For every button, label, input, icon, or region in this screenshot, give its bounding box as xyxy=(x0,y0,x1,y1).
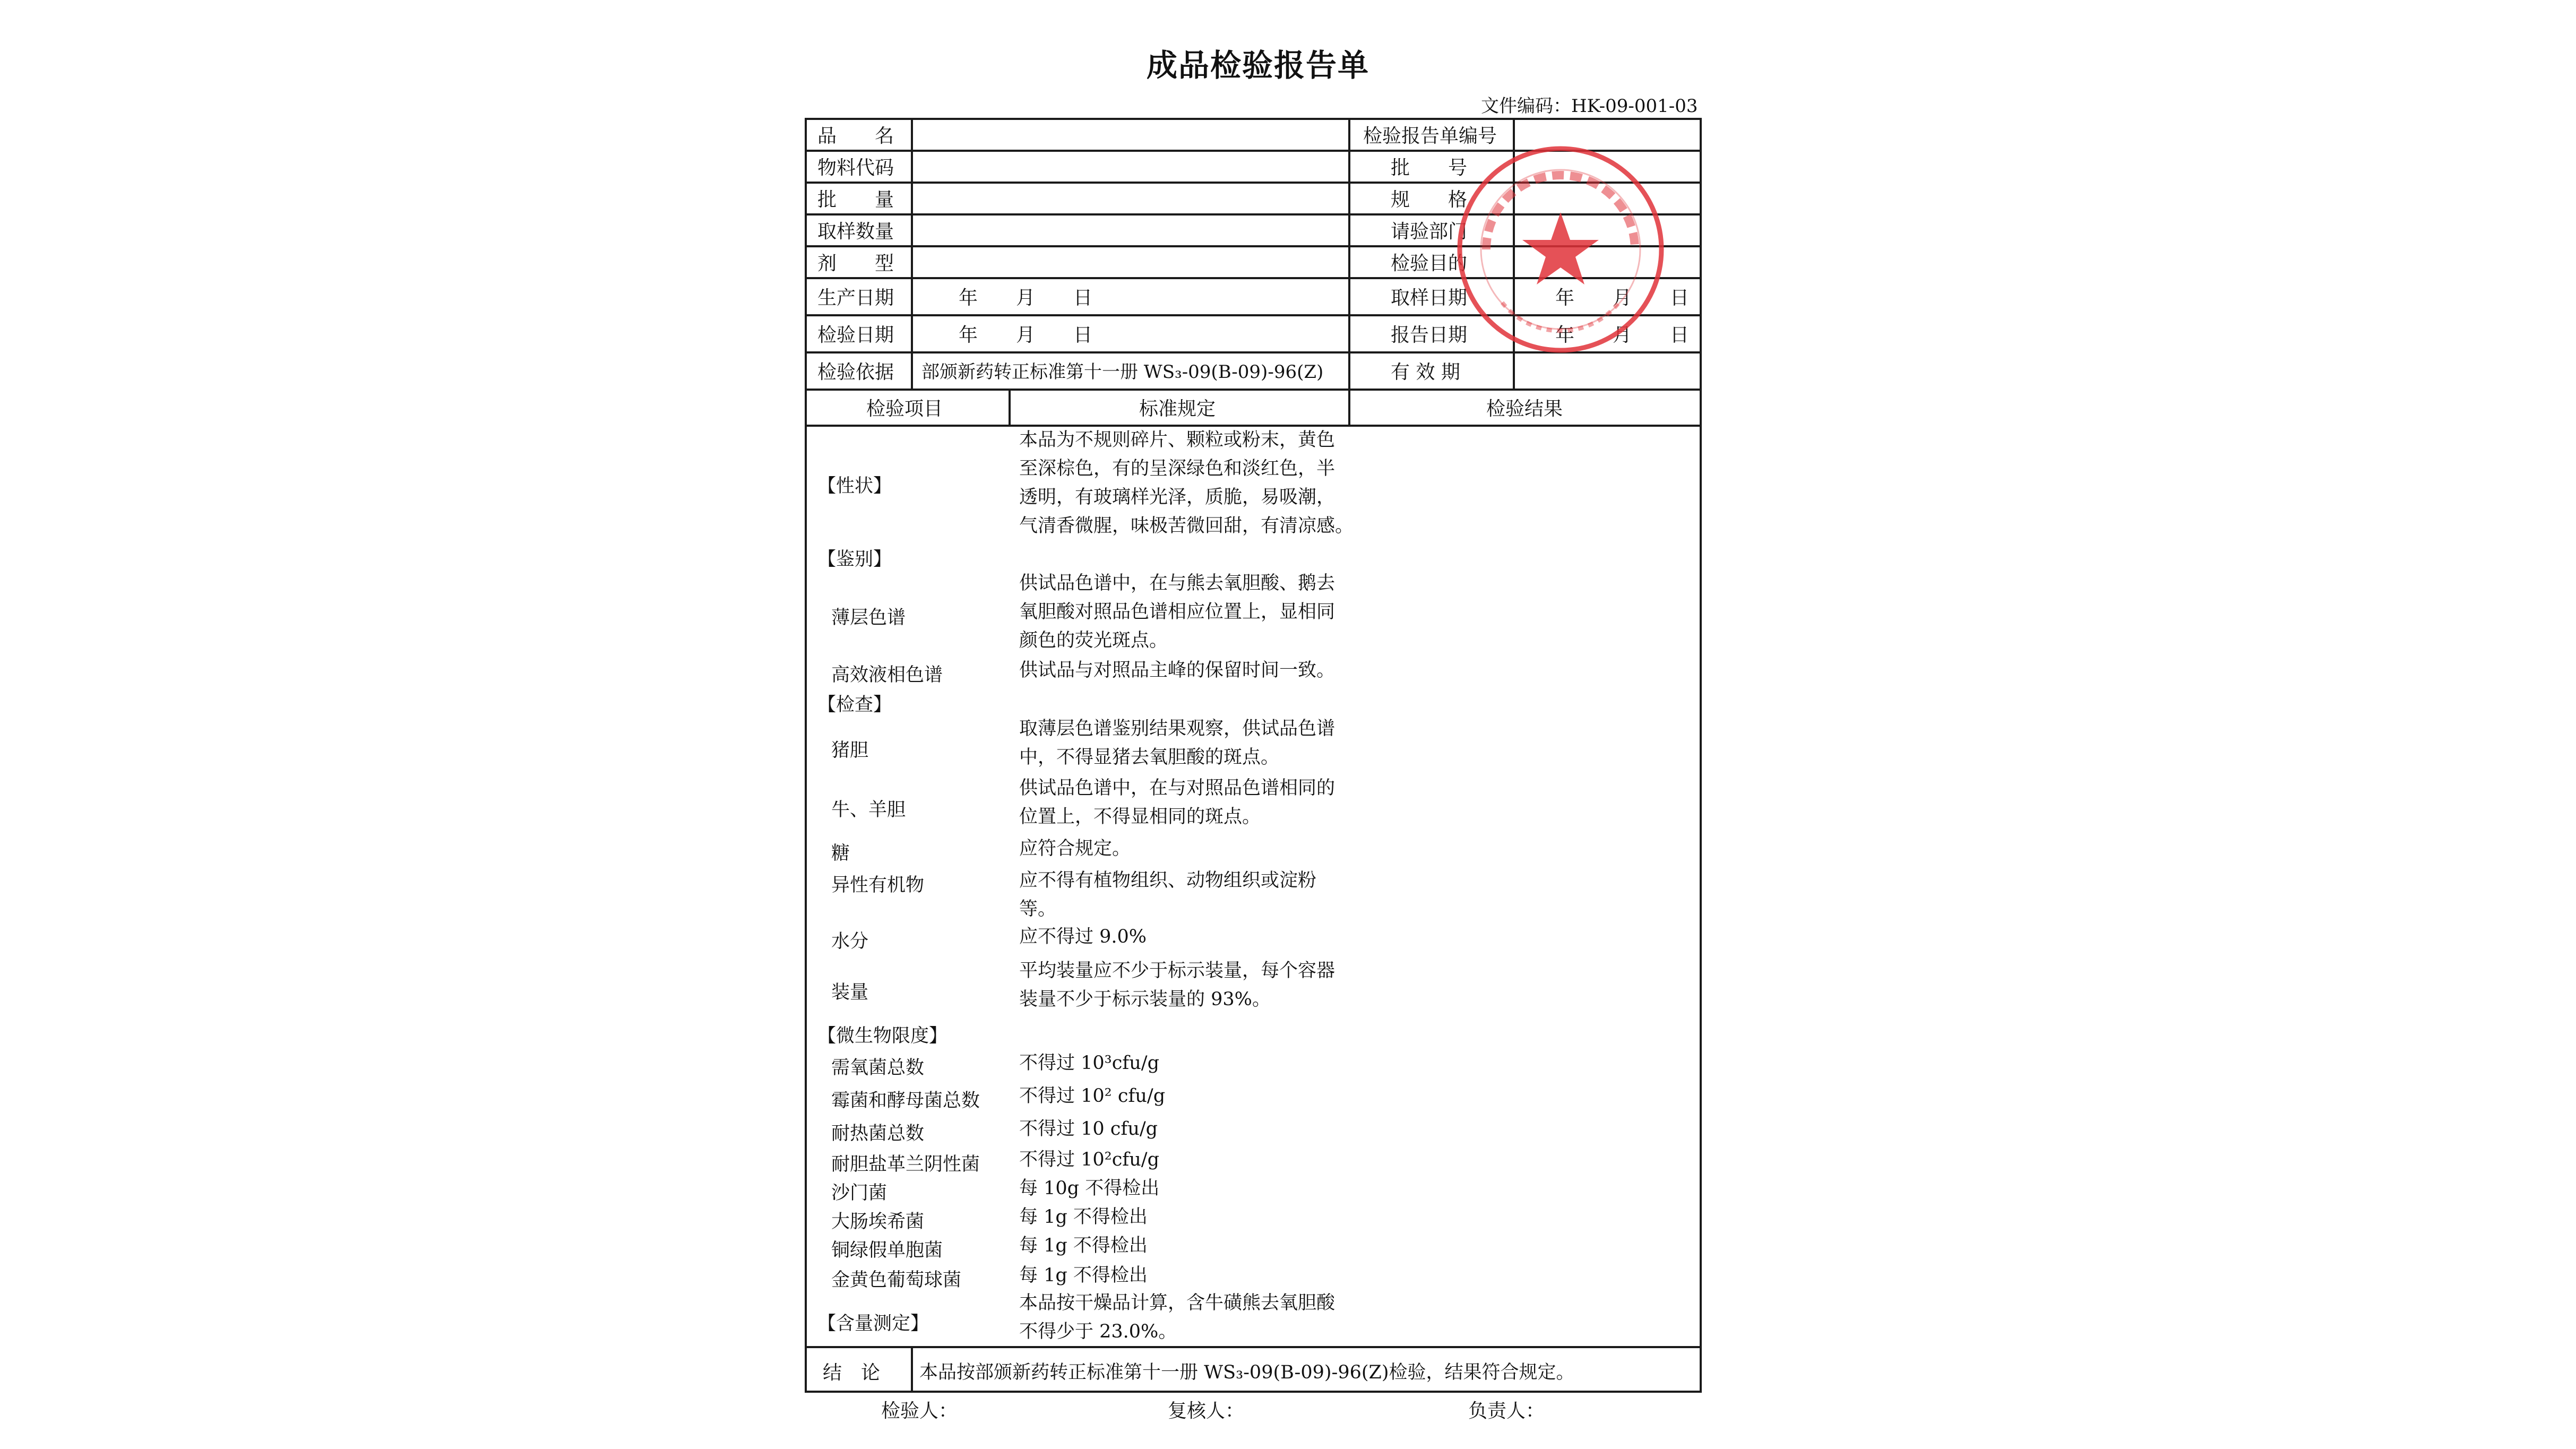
std-xuyang: 不得过 10³cfu/g xyxy=(1019,1053,1159,1074)
std-gaoxiao: 供试品与对照品主峰的保留时间一致。 xyxy=(1019,660,1336,681)
std-line: 透明，有玻璃样光泽，质脆，易吸潮， xyxy=(1019,487,1336,508)
conclusion-text: 本品按部颁新药转正标准第十一册 WS₃-09(B-09)-96(Z)检验，结果符合规定。 xyxy=(919,1362,1575,1383)
item-shamen: 沙门菌 xyxy=(831,1183,888,1204)
row-line xyxy=(805,389,1702,391)
label-sample-qty: 取样数量 xyxy=(817,221,894,243)
label-purpose: 检验目的 xyxy=(1391,253,1468,274)
std-line: 供试品色谱中，在与对照品色谱相同的 xyxy=(1019,778,1336,799)
label-product-name: 品 名 xyxy=(817,125,894,147)
label-dosage-form: 剂 型 xyxy=(817,253,894,274)
std-zhudan xyxy=(1019,714,1335,772)
label-batch-qty: 批 量 xyxy=(817,189,894,211)
col-line xyxy=(911,1346,913,1392)
std-line: 不得少于 23.0%。 xyxy=(1019,1321,1177,1342)
std-line: 应不得有植物组织、动物组织或淀粉 xyxy=(1019,870,1317,891)
item-jiancha: 【检查】 xyxy=(817,694,892,715)
item-gaoxiao: 高效液相色谱 xyxy=(831,665,943,686)
table-bottom-border xyxy=(805,1391,1702,1393)
label-sampling-date: 取样日期 xyxy=(1391,287,1468,309)
report-date-value: 年 月 日 xyxy=(1555,324,1690,346)
responsible-label: 负责人： xyxy=(1468,1400,1545,1422)
col-line xyxy=(911,118,913,389)
item-dachang: 大肠埃希菌 xyxy=(831,1211,925,1232)
label-production-date: 生产日期 xyxy=(817,287,894,309)
item-xuyang: 需氧菌总数 xyxy=(831,1057,925,1079)
item-naire: 耐热菌总数 xyxy=(831,1123,925,1144)
item-naidan: 耐胆盐革兰阴性菌 xyxy=(831,1154,980,1175)
item-zhudan: 猪胆 xyxy=(831,740,869,761)
item-bocengsepu: 薄层色谱 xyxy=(831,607,906,628)
item-weishengwu: 【微生物限度】 xyxy=(817,1025,948,1047)
std-line: 至深棕色，有的呈深绿色和淡红色，半 xyxy=(1019,458,1336,479)
std-line: 本品为不规则碎片、颗粒或粉末，黄色 xyxy=(1019,429,1336,451)
table-right-border xyxy=(1700,118,1702,1393)
std-niuyang xyxy=(1019,774,1335,831)
std-line: 装量不少于标示装量的 93%。 xyxy=(1019,989,1271,1010)
item-jinhuangse: 金黄色葡萄球菌 xyxy=(831,1270,962,1291)
std-xingzhuang xyxy=(1019,426,1354,540)
std-meijun: 不得过 10² cfu/g xyxy=(1019,1085,1166,1107)
label-report-date: 报告日期 xyxy=(1391,324,1468,346)
std-line: 等。 xyxy=(1019,899,1057,920)
conclusion-label: 结 论 xyxy=(823,1362,881,1384)
col-header-item: 检验项目 xyxy=(866,398,943,420)
reviewer-label: 复核人： xyxy=(1168,1400,1245,1422)
col-header-result: 检验结果 xyxy=(1486,398,1563,420)
label-validity: 有 效 期 xyxy=(1391,361,1460,383)
std-naidan: 不得过 10²cfu/g xyxy=(1019,1149,1159,1170)
std-hanliang xyxy=(1019,1289,1335,1346)
std-jinhuangse: 每 1g 不得检出 xyxy=(1019,1265,1148,1286)
std-line: 气清香微腥，味极苦微回甜，有清凉感。 xyxy=(1019,515,1354,537)
std-line: 中，不得显猪去氧胆酸的斑点。 xyxy=(1019,747,1280,768)
std-zhuangliang xyxy=(1019,956,1335,1014)
label-material-code: 物料代码 xyxy=(817,157,894,179)
std-line: 位置上，不得显相同的斑点。 xyxy=(1019,806,1261,827)
item-xingzhuang: 【性状】 xyxy=(817,476,892,497)
item-zhuangliang: 装量 xyxy=(831,982,869,1003)
item-niuyang: 牛、羊胆 xyxy=(831,799,906,821)
table-left-border xyxy=(805,118,807,1393)
std-tonglv: 每 1g 不得检出 xyxy=(1019,1235,1148,1256)
std-shamen: 每 10g 不得检出 xyxy=(1019,1178,1160,1199)
table-top-border xyxy=(805,118,1702,120)
std-line: 本品按干燥品计算，含牛磺熊去氧胆酸 xyxy=(1019,1292,1336,1314)
item-hanliang: 【含量测定】 xyxy=(817,1313,929,1334)
std-line: 平均装量应不少于标示装量，每个容器 xyxy=(1019,960,1336,981)
red-star-seal-icon xyxy=(1454,143,1667,356)
std-naire: 不得过 10 cfu/g xyxy=(1019,1118,1158,1140)
std-line: 氧胆酸对照品色谱相应位置上，显相同 xyxy=(1019,601,1336,623)
item-tang: 糖 xyxy=(831,843,850,864)
file-code: 文件编码：HK-09-001-03 xyxy=(1481,96,1698,117)
std-dachang: 每 1g 不得检出 xyxy=(1019,1206,1148,1228)
std-line: 颜色的荧光斑点。 xyxy=(1019,630,1168,651)
page-title: 成品检验报告单 xyxy=(1147,47,1370,83)
col-line xyxy=(1348,118,1350,425)
std-line: 供试品色谱中，在与熊去氧胆酸、鹅去 xyxy=(1019,573,1336,594)
item-yixing: 异性有机物 xyxy=(831,875,925,896)
label-dept: 请验部门 xyxy=(1391,221,1468,243)
std-yixing xyxy=(1019,866,1316,924)
inspector-label: 检验人： xyxy=(881,1400,958,1422)
production-date-value: 年 月 日 xyxy=(959,287,1093,309)
std-tang: 应符合规定。 xyxy=(1019,838,1131,859)
std-line: 取薄层色谱鉴别结果观察，供试品色谱 xyxy=(1019,718,1336,739)
row-line xyxy=(805,1346,1702,1348)
item-meijun: 霉菌和酵母菌总数 xyxy=(831,1090,980,1111)
std-bocengsepu xyxy=(1019,569,1335,655)
item-tonglv: 铜绿假单胞菌 xyxy=(831,1240,943,1261)
sampling-date-value: 年 月 日 xyxy=(1555,287,1690,309)
col-header-standard: 标准规定 xyxy=(1139,398,1216,420)
item-jianbie: 【鉴别】 xyxy=(817,549,892,570)
label-spec: 规 格 xyxy=(1391,189,1468,211)
label-report-no: 检验报告单编号 xyxy=(1363,125,1497,147)
std-shuifen: 应不得过 9.0% xyxy=(1019,926,1147,947)
label-inspection-date: 检验日期 xyxy=(817,324,894,346)
basis-value: 部颁新药转正标准第十一册 WS₃-09(B-09)-96(Z) xyxy=(921,361,1324,383)
label-basis: 检验依据 xyxy=(817,361,894,383)
col-line xyxy=(1009,389,1011,425)
inspection-date-value: 年 月 日 xyxy=(959,324,1093,346)
label-batch-no: 批 号 xyxy=(1391,157,1468,179)
item-shuifen: 水分 xyxy=(831,931,869,952)
